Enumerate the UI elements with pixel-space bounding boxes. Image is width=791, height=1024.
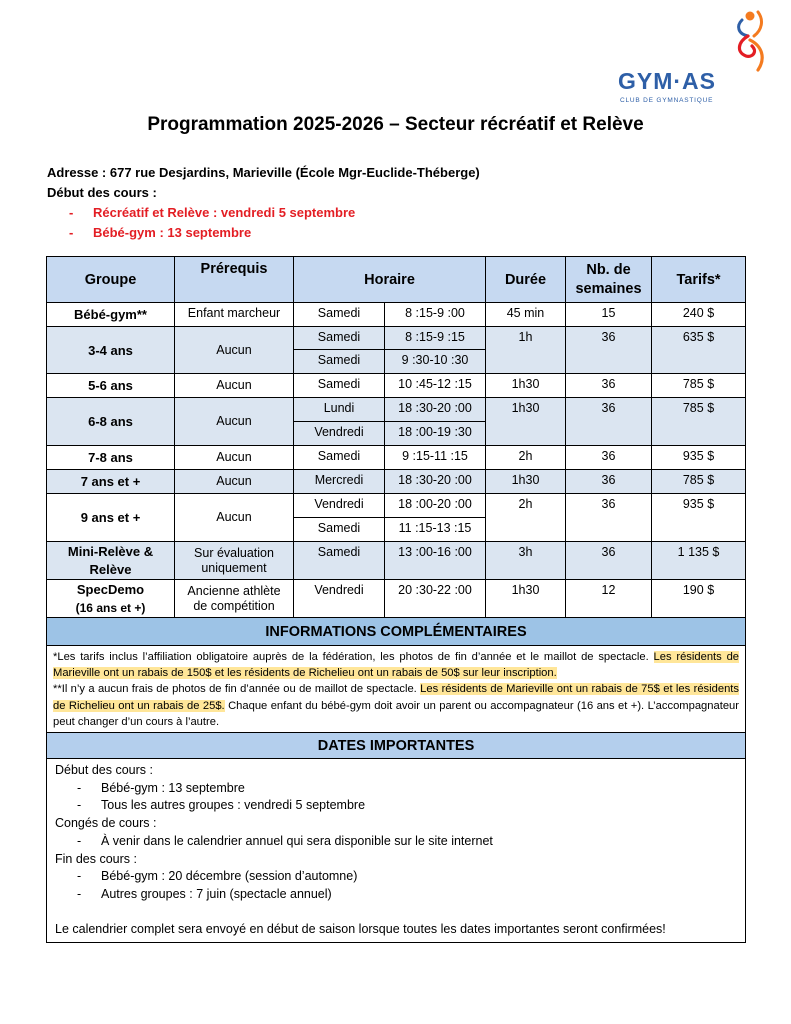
cell-semaines: 36 xyxy=(566,446,652,470)
cell-groupe-line2: (16 ans et +) xyxy=(75,600,146,615)
cell-jour: Vendredi xyxy=(294,494,385,518)
cell-prerequis: Aucun xyxy=(175,327,294,374)
infos-p2-rest: Chaque enfant du bébé-gym doit avoir un parent ou accompagnateur (16 ans et +). L’accompagnateur peut changer d’un cours à l’autre. xyxy=(53,699,740,728)
start-item xyxy=(47,203,480,223)
cell-jour: Vendredi xyxy=(294,422,385,446)
dates-footer: Le calendrier complet sera envoyé en début de saison lorsque toutes les dates importantes seront confirmées! xyxy=(55,921,666,936)
dates-row xyxy=(47,759,746,943)
cell-tarif: 635 $ xyxy=(652,327,746,374)
bullet-dash: - xyxy=(69,225,74,240)
bullet-dash: - xyxy=(77,833,82,848)
list-item xyxy=(55,833,737,851)
start-item xyxy=(47,223,480,243)
bullet-dash: - xyxy=(77,780,82,795)
logo-wordmark: GYM·AS xyxy=(618,68,716,94)
bullet-dash: - xyxy=(77,886,82,901)
cell-groupe: 3-4 ans xyxy=(47,327,175,374)
cell-prerequis: Aucun xyxy=(175,494,294,542)
infos-p2-highlight: Les résidents de Marieville ont un rabais de 75$ et les résidents de Richelieu ont un rabais de 25$. xyxy=(53,683,739,712)
cell-semaines: 36 xyxy=(566,494,652,542)
cell-semaines: 12 xyxy=(566,580,652,618)
table-row xyxy=(47,580,746,618)
table-row xyxy=(47,494,746,518)
cell-jour: Samedi xyxy=(294,350,385,374)
cell-prerequis: Enfant marcheur xyxy=(175,303,294,327)
header-tarifs: Tarifs* xyxy=(652,257,746,303)
cell-prerequis xyxy=(175,542,294,580)
infos-p2-text: **Il n’y a aucun frais de photos de fin d’année ou de maillot de spectacle. xyxy=(53,683,417,696)
header-duree: Durée xyxy=(486,257,566,303)
cell-groupe: 6-8 ans xyxy=(47,398,175,446)
section-row xyxy=(47,733,746,759)
cell-tarif: 785 $ xyxy=(652,374,746,398)
cell-heure: 8 :15-9 :15 xyxy=(385,327,486,350)
cell-prerequis-line1: Sur évaluation xyxy=(194,545,274,560)
list-item-text: Bébé-gym : 13 septembre xyxy=(101,780,245,795)
cell-tarif: 935 $ xyxy=(652,494,746,542)
cell-semaines: 36 xyxy=(566,398,652,446)
cell-jour: Samedi xyxy=(294,542,385,580)
start-item-text: Bébé-gym : 13 septembre xyxy=(93,225,252,240)
cell-duree: 1h30 xyxy=(486,398,566,446)
cell-heure: 11 :15-13 :15 xyxy=(385,518,486,542)
cell-heure: 18 :00-20 :00 xyxy=(385,494,486,518)
cell-semaines: 36 xyxy=(566,542,652,580)
infos-row xyxy=(47,646,746,733)
cell-groupe: 7-8 ans xyxy=(47,446,175,470)
cell-heure: 18 :30-20 :00 xyxy=(385,398,486,422)
list-item xyxy=(55,780,737,798)
cell-groupe: Bébé-gym** xyxy=(47,303,175,327)
list-item xyxy=(55,868,737,886)
cell-duree: 1h xyxy=(486,327,566,374)
cell-duree: 2h xyxy=(486,494,566,542)
table-row xyxy=(47,303,746,327)
list-item-text: À venir dans le calendrier annuel qui sera disponible sur le site internet xyxy=(101,833,493,848)
start-item-text: Récréatif et Relève : vendredi 5 septembre xyxy=(93,205,356,220)
cell-groupe: 5-6 ans xyxy=(47,374,175,398)
gymnast-figure-icon xyxy=(728,10,768,72)
cell-tarif: 785 $ xyxy=(652,470,746,494)
cell-heure: 9 :30-10 :30 xyxy=(385,350,486,374)
start-label: Début des cours : xyxy=(47,185,157,200)
cell-prerequis: Aucun xyxy=(175,446,294,470)
info-block xyxy=(47,163,480,243)
logo-subtitle: CLUB DE GYMNASTIQUE xyxy=(620,97,714,104)
cell-jour: Samedi xyxy=(294,303,385,327)
header-semaines xyxy=(566,257,652,303)
infos-title: INFORMATIONS COMPLÉMENTAIRES xyxy=(47,618,746,646)
cell-prerequis-line1: Ancienne athlète xyxy=(187,583,281,598)
cell-jour: Samedi xyxy=(294,446,385,470)
table-header-row xyxy=(47,257,746,303)
cell-groupe xyxy=(47,580,175,618)
cell-tarif: 785 $ xyxy=(652,398,746,446)
cell-heure: 9 :15-11 :15 xyxy=(385,446,486,470)
infos-body xyxy=(47,646,746,733)
cell-semaines: 15 xyxy=(566,303,652,327)
cell-jour: Mercredi xyxy=(294,470,385,494)
list-item xyxy=(55,886,737,904)
cell-jour: Samedi xyxy=(294,518,385,542)
cell-groupe xyxy=(47,542,175,580)
cell-groupe-line2: Relève xyxy=(89,561,132,577)
table-row xyxy=(47,542,746,580)
cell-jour: Lundi xyxy=(294,398,385,422)
cell-groupe: 7 ans et + xyxy=(47,470,175,494)
bullet-dash: - xyxy=(69,205,74,220)
cell-heure: 20 :30-22 :00 xyxy=(385,580,486,618)
bullet-dash: - xyxy=(77,798,82,813)
header-groupe: Groupe xyxy=(47,257,175,303)
cell-heure: 8 :15-9 :00 xyxy=(385,303,486,327)
cell-prerequis: Aucun xyxy=(175,470,294,494)
cell-semaines: 36 xyxy=(566,470,652,494)
cell-prerequis: Aucun xyxy=(175,374,294,398)
header-prerequis: Prérequis xyxy=(175,257,294,303)
table-row xyxy=(47,470,746,494)
cell-jour: Samedi xyxy=(294,374,385,398)
address-line: Adresse : 677 rue Desjardins, Marieville (École Mgr-Euclide-Théberge) xyxy=(47,165,480,180)
schedule-table xyxy=(46,256,746,943)
cell-groupe: 9 ans et + xyxy=(47,494,175,542)
infos-paragraph-2 xyxy=(53,681,739,730)
dates-debut-label: Début des cours : xyxy=(55,763,153,778)
infos-p1-text: *Les tarifs inclus l’affiliation obligatoire auprès de la fédération, les photos de fin d’année et le maillot de spectacle. xyxy=(53,651,649,663)
cell-prerequis-line2: de compétition xyxy=(193,598,275,613)
dates-body xyxy=(47,759,746,943)
dates-conges-label: Congés de cours : xyxy=(55,816,157,831)
dates-title: DATES IMPORTANTES xyxy=(47,733,746,759)
cell-duree: 45 min xyxy=(486,303,566,327)
list-item-text: Tous les autres groupes : vendredi 5 septembre xyxy=(101,798,366,813)
table-row xyxy=(47,327,746,350)
cell-semaines: 36 xyxy=(566,327,652,374)
cell-duree: 1h30 xyxy=(486,470,566,494)
list-item-text: Autres groupes : 7 juin (spectacle annuel) xyxy=(101,886,332,901)
header-semaines-line2: semaines xyxy=(575,280,642,297)
cell-prerequis-line2: uniquement xyxy=(201,560,267,575)
cell-duree: 3h xyxy=(486,542,566,580)
cell-duree: 2h xyxy=(486,446,566,470)
cell-groupe-line1: SpecDemo xyxy=(76,581,145,597)
infos-p1-highlight: Les résidents de Marieville ont un rabais de 150$ et les résidents de Richelieu ont un rabais de 50$ sur leur inscription. xyxy=(53,651,740,680)
page-title: Programmation 2025-2026 – Secteur récréatif et Relève xyxy=(147,114,644,135)
dates-fin-label: Fin des cours : xyxy=(55,851,137,866)
cell-tarif: 190 $ xyxy=(652,580,746,618)
list-item xyxy=(55,797,737,815)
table-row xyxy=(47,398,746,422)
gymas-logo xyxy=(616,10,766,102)
cell-heure: 13 :00-16 :00 xyxy=(385,542,486,580)
header-horaire: Horaire xyxy=(294,257,486,303)
header-semaines-line1: Nb. de xyxy=(586,261,631,278)
infos-paragraph-1 xyxy=(53,649,739,681)
cell-duree: 1h30 xyxy=(486,580,566,618)
cell-jour: Samedi xyxy=(294,327,385,350)
cell-prerequis xyxy=(175,580,294,618)
cell-duree: 1h30 xyxy=(486,374,566,398)
bullet-dash: - xyxy=(77,869,82,884)
cell-heure: 18 :30-20 :00 xyxy=(385,470,486,494)
cell-heure: 10 :45-12 :15 xyxy=(385,374,486,398)
cell-prerequis: Aucun xyxy=(175,398,294,446)
table-row xyxy=(47,446,746,470)
table-row xyxy=(47,374,746,398)
cell-tarif: 1 135 $ xyxy=(652,542,746,580)
cell-heure: 18 :00-19 :30 xyxy=(385,422,486,446)
cell-tarif: 935 $ xyxy=(652,446,746,470)
cell-groupe-line1: Mini-Relève & xyxy=(67,543,154,559)
section-row xyxy=(47,618,746,646)
list-item-text: Bébé-gym : 20 décembre (session d’automne) xyxy=(101,869,358,884)
cell-jour: Vendredi xyxy=(294,580,385,618)
cell-tarif: 240 $ xyxy=(652,303,746,327)
cell-semaines: 36 xyxy=(566,374,652,398)
